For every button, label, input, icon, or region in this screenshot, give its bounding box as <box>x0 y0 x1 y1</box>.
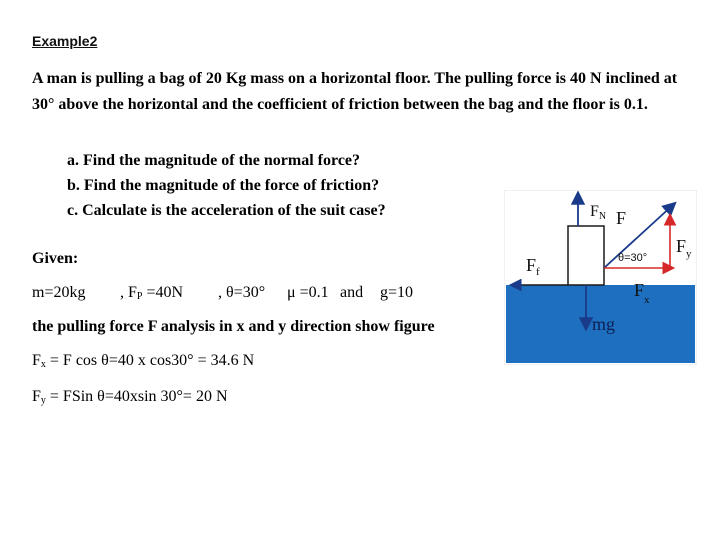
fx-sub: x <box>40 359 46 370</box>
equation-fy <box>32 388 228 406</box>
question-b: b. Find the magnitude of the force of friction? <box>67 177 380 194</box>
given-and: and <box>340 284 364 301</box>
fy-sub: y <box>40 395 46 406</box>
force-diagram <box>504 190 697 365</box>
given-label: Given: <box>32 250 79 267</box>
angle-label: θ=30° <box>618 252 648 264</box>
given-mu: μ =0.1 <box>287 284 329 301</box>
fx-symbol: F <box>32 352 41 369</box>
ff-label: $F_f$ <box>526 255 540 278</box>
given-force-prefix: , F <box>120 284 137 301</box>
given-angle: , θ=30° <box>218 284 266 301</box>
mg-label: mg <box>592 314 616 334</box>
fx-rest: = F cos θ=40 x cos30° = 34.6 N <box>45 352 255 369</box>
question-a: a. Find the magnitude of the normal force? <box>67 152 361 169</box>
given-force-value: =40N <box>142 284 184 301</box>
fy-rest: = FSin θ=40xsin 30°= 20 N <box>45 388 228 405</box>
problem-statement: A man is pulling a bag of 20 Kg mass on a horizontal floor. The pulling force is 40 N inclined at 30° above the horizontal and the coefficient of friction between the bag and the floor is 0.1. <box>32 70 678 113</box>
fn-label: FN <box>590 203 607 222</box>
fy-label: $F_y$ <box>676 236 692 260</box>
question-c: c. Calculate is the acceleration of the suit case? <box>67 202 386 219</box>
given-g: g=10 <box>380 284 414 301</box>
given-force-sub: P <box>136 291 143 302</box>
f-label: F <box>616 208 627 228</box>
equation-fx <box>32 352 254 370</box>
fy-symbol: F <box>32 388 41 405</box>
fx-label: $F_x$ <box>634 280 650 306</box>
analysis-text: the pulling force F analysis in x and y direction show figure <box>32 318 435 335</box>
given-mass: m=20kg <box>32 284 86 301</box>
bag-block <box>568 226 604 285</box>
given-force <box>120 284 183 302</box>
example-heading: Example2 <box>32 33 98 49</box>
